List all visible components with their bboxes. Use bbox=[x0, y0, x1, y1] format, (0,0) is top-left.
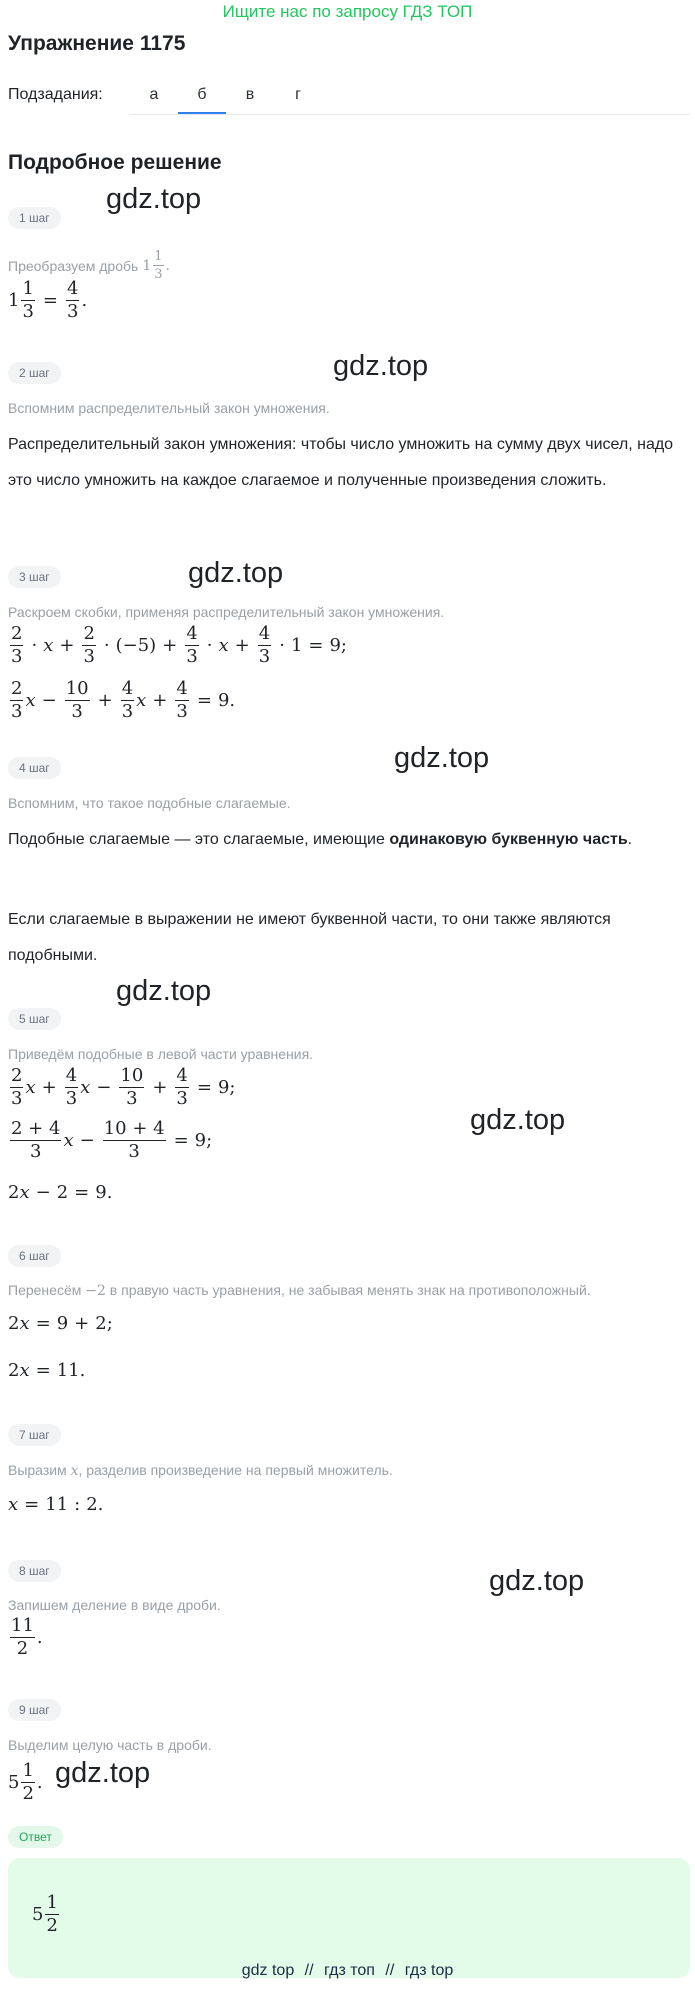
math-line: 2 3 · x + $\frac{2}{3}$ · (−5) + $\frac{4}{3}$ · x + $\frac{4}{3}$ · 1 = 9; bbox=[11, 623, 348, 667]
watermark: gdz.top bbox=[394, 742, 490, 774]
step-badge: 5 шаг bbox=[8, 1008, 61, 1030]
note-text: Если слагаемые в выражении не имеют буквенной части, то они также являются подобными. bbox=[8, 911, 611, 964]
step-badge: 8 шаг bbox=[8, 1560, 61, 1582]
answer-box bbox=[8, 1858, 690, 1978]
footer-links bbox=[0, 1962, 695, 1980]
step-badge: 6 шаг bbox=[8, 1245, 61, 1267]
math-line: 2 3 x − $\frac{10}{3}$ + $\frac{4}{3}$ x + $\frac{4}{3}$ = 9. bbox=[11, 678, 236, 722]
math-line: 1 $\frac{1}{3}$ = $\frac{4}{3}$ . bbox=[8, 278, 88, 322]
math-line: 2 x − 2 = 9. bbox=[8, 1182, 113, 1203]
math-line: 2 + 4 3 x − $\frac{10 + 4}{3}$ = 9; bbox=[11, 1118, 213, 1162]
step-text: Приведём подобные в левой части уравнения. bbox=[8, 1046, 314, 1062]
step-badge: 7 шаг bbox=[8, 1424, 61, 1446]
tab-g[interactable]: г bbox=[295, 86, 301, 103]
step-text: Запишем деление в виде дроби. bbox=[8, 1597, 221, 1613]
tab-a[interactable]: а bbox=[149, 86, 159, 103]
watermark: gdz.top bbox=[106, 183, 202, 215]
math-line: 2 3 x + $\frac{4}{3}$ x − $\frac{10}{3}$ + $\frac{4}{3}$ = 9; bbox=[11, 1065, 236, 1109]
step-text: Вспомним, что такое подобные слагаемые. bbox=[8, 795, 291, 811]
math-line: 2 x = 9 + 2; bbox=[8, 1313, 113, 1334]
footer-link[interactable]: гдз топ bbox=[324, 1962, 375, 1979]
footer-link[interactable]: gdz top bbox=[241, 1962, 295, 1979]
answer-badge: Ответ bbox=[8, 1826, 63, 1848]
math-line: x = 11 : 2. bbox=[8, 1494, 104, 1515]
math-line: 11 2 . bbox=[11, 1615, 43, 1659]
step-text: Выразим x, разделив произведение на первый множитель. bbox=[8, 1462, 393, 1479]
step-badge: 1 шаг bbox=[8, 207, 61, 229]
watermark: gdz.top bbox=[188, 557, 284, 589]
watermark: gdz.top bbox=[116, 975, 212, 1007]
subtasks-tabs bbox=[130, 78, 322, 114]
math-line: 2 x = 11. bbox=[8, 1360, 86, 1381]
page-title: Упражнение 1175 bbox=[8, 32, 186, 55]
step-badge: 9 шаг bbox=[8, 1699, 61, 1721]
watermark: gdz.top bbox=[55, 1757, 151, 1789]
step-text: Преобразуем дробь 1 1 3 . bbox=[8, 249, 170, 282]
step-badge: 4 шаг bbox=[8, 757, 61, 779]
watermark: gdz.top bbox=[333, 350, 429, 382]
footer-separator: // bbox=[304, 1962, 314, 1979]
footer-link[interactable]: гдз top bbox=[404, 1962, 454, 1979]
step-badge: 2 шаг bbox=[8, 362, 61, 384]
step-text: Выделим целую часть в дроби. bbox=[8, 1737, 212, 1753]
tab-v[interactable]: в bbox=[245, 86, 255, 103]
math-line: 5 1 2 . bbox=[8, 1760, 43, 1804]
step-text: Перенесём −2 в правую часть уравнения, не забывая менять знак на противоположный. bbox=[8, 1282, 591, 1299]
step-badge: 3 шаг bbox=[8, 566, 61, 588]
step-text: Вспомним распределительный закон умножения. bbox=[8, 400, 330, 416]
watermark: gdz.top bbox=[470, 1104, 566, 1136]
step-text: Раскроем скобки, применяя распределительный закон умножения. bbox=[8, 604, 445, 620]
subtasks-label: Подзадания: bbox=[8, 86, 103, 103]
tab-b[interactable]: б bbox=[178, 78, 226, 114]
solution-heading: Подробное решение bbox=[8, 151, 222, 174]
tabs-divider bbox=[130, 114, 690, 115]
promo-banner[interactable]: Ищите нас по запросу ГДЗ ТОП bbox=[222, 2, 473, 21]
footer-separator: // bbox=[385, 1962, 395, 1979]
watermark: gdz.top bbox=[489, 1565, 585, 1597]
definition-text: Подобные слагаемые — это слагаемые, имеющие одинаковую буквенную часть. bbox=[8, 831, 633, 848]
rule-text: Распределительный закон умножения: чтобы число умножить на сумму двух чисел, надо это число умножить на каждое слагаемое и полученные произведения сложить. bbox=[8, 436, 674, 489]
answer-value: 5 1 2 bbox=[32, 1892, 58, 1936]
